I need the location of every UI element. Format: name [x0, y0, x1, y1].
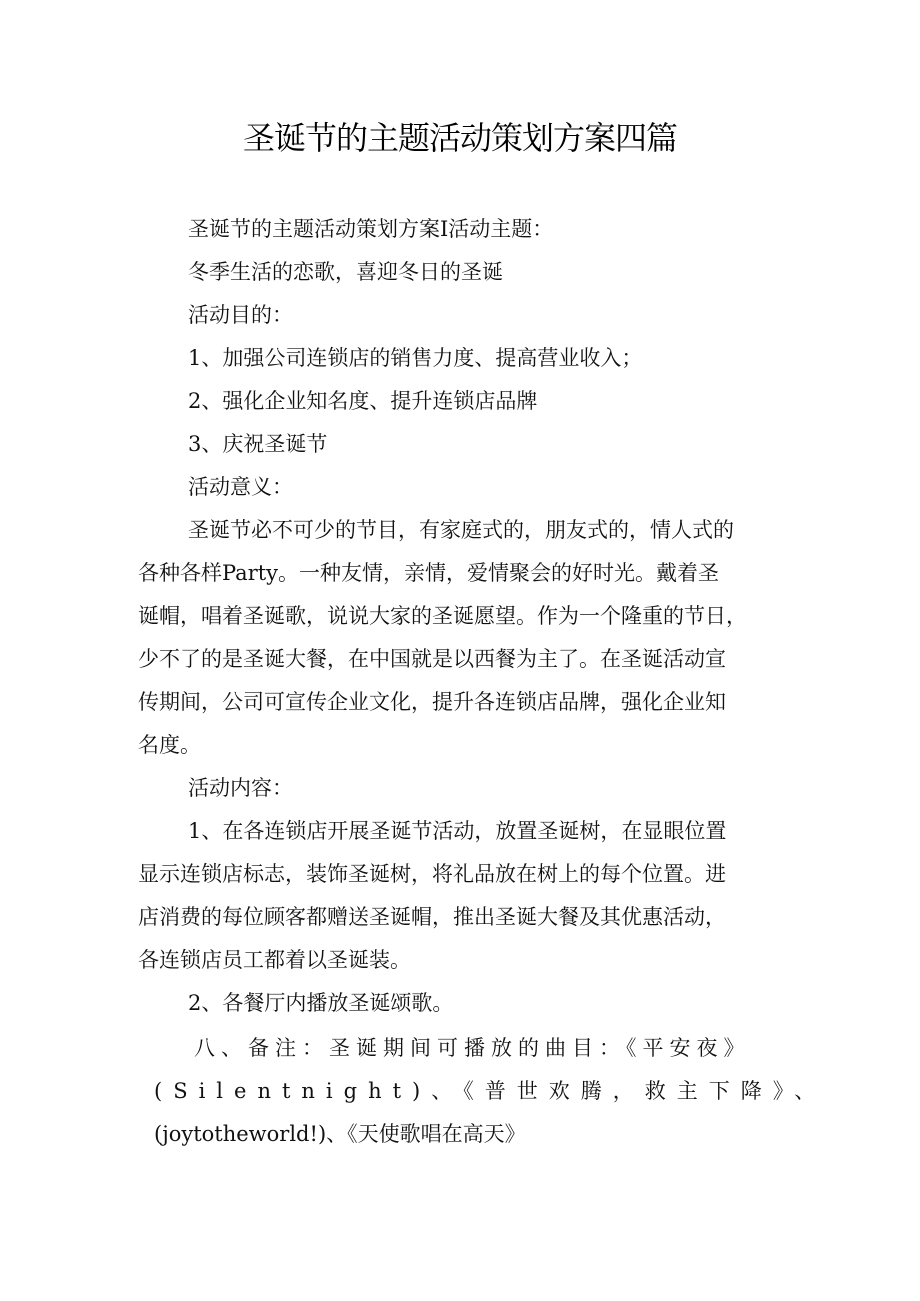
text-line: 活动意义： — [188, 475, 293, 499]
paragraph-line: 圣诞节必不可少的节目，有家庭式的，朋友式的，情人式的 — [188, 518, 734, 542]
significance-paragraph — [138, 509, 788, 767]
paragraph-line: 少不了的是圣诞大餐，在中国就是以西餐为主了。在圣诞活动宣 — [138, 647, 726, 671]
document-title: 圣诞节的主题活动策划方案四篇 — [242, 119, 677, 157]
text-line: 活动目的： — [188, 303, 293, 327]
text-line: 圣诞节的主题活动策划方案Ⅰ活动主题： — [188, 217, 554, 241]
paragraph-line: 显示连锁店标志，装饰圣诞树，将礼品放在树上的每个位置。进 — [138, 862, 726, 886]
paragraph-line: 诞帽，唱着圣诞歌，说说大家的圣诞愿望。作为一个隆重的节日， — [138, 604, 747, 628]
note-paragraph — [138, 1027, 827, 1156]
content-item-2: 2、各餐厅内播放圣诞颂歌。 — [188, 991, 454, 1015]
paragraph-line: 各种各样Party。一种友情，亲情，爱情聚会的好时光。戴着圣 — [138, 561, 720, 585]
paragraph-line: 店消费的每位顾客都赠送圣诞帽，推出圣诞大餐及其优惠活动， — [138, 905, 726, 929]
text-line: 1、加强公司连锁店的销售力度、提高营业收入； — [188, 346, 643, 370]
paragraph-line: 名度。 — [138, 733, 201, 757]
content-item-1 — [138, 810, 788, 982]
paragraph-line: 各连锁店员工都着以圣诞装。 — [138, 948, 411, 972]
paragraph-line: 传期间，公司可宣传企业文化，提升各连锁店品牌，强化企业知 — [138, 690, 726, 714]
note-line: (Silentnight)、《普世欢腾，救主下降》、 — [154, 1079, 827, 1103]
content-heading: 活动内容： — [188, 776, 293, 800]
note-line: (joytotheworld!)、《天使歌唱在高天》 — [154, 1122, 526, 1146]
note-line: 八、备注：圣诞期间可播放的曲目：《平安夜》 — [194, 1036, 751, 1060]
text-line: 冬季生活的恋歌，喜迎冬日的圣诞 — [188, 260, 503, 284]
paragraph-line: 1、在各连锁店开展圣诞节活动，放置圣诞树，在显眼位置 — [188, 819, 727, 843]
document-body — [138, 208, 827, 1156]
text-line: 3、庆祝圣诞节 — [188, 432, 328, 456]
text-line: 2、强化企业知名度、提升连锁店品牌 — [188, 389, 538, 413]
